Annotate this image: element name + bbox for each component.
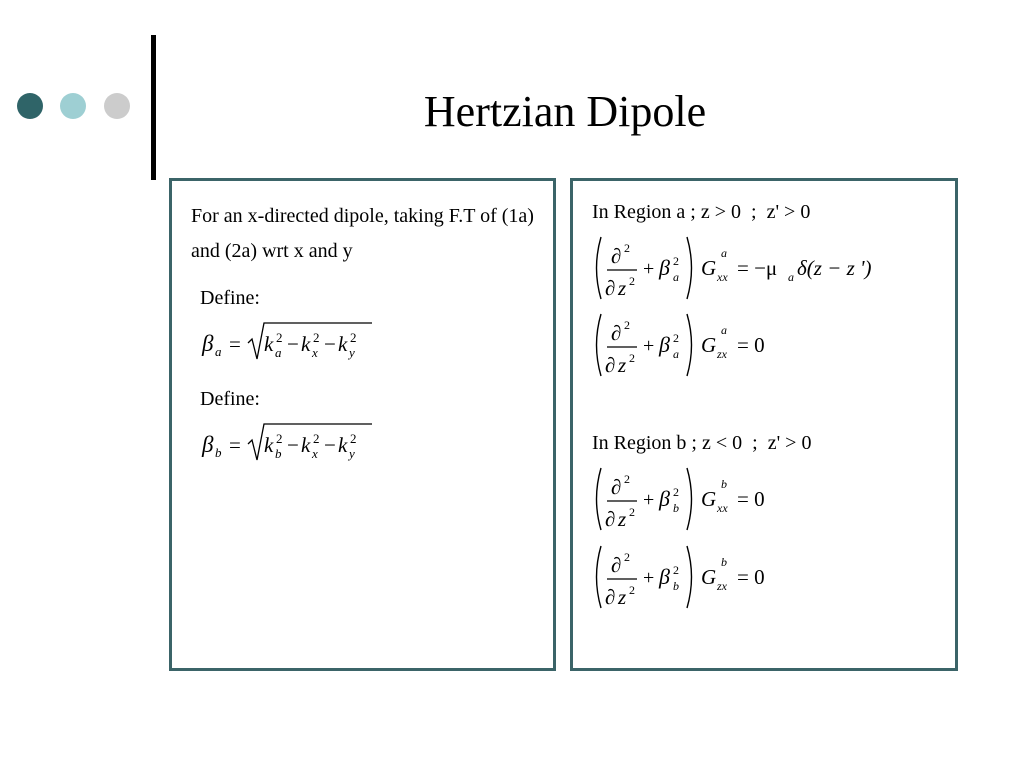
decor-dot-dark (17, 93, 43, 119)
eq-term: G (701, 256, 717, 280)
eq-term: ∂ (605, 353, 616, 377)
eq-term: − (324, 332, 336, 356)
eq-term: a (673, 270, 679, 284)
eq-term: k (301, 433, 311, 457)
define-label-2: Define: (200, 388, 260, 410)
equation-beta-a (200, 317, 380, 367)
eq-term: 2 (350, 330, 357, 345)
decor-dot-light (60, 93, 86, 119)
eq-beta-b-lhs-sub: b (215, 445, 222, 460)
eq-beta-b-lhs: β (202, 432, 214, 457)
eq-term: a (721, 323, 727, 337)
eq-term: x (312, 446, 318, 461)
define-label-1: Define: (200, 287, 260, 309)
eq-term: 2 (313, 431, 320, 446)
eq-term: ∂ (611, 244, 622, 268)
equation-region-b-zx (591, 542, 891, 614)
equation-region-b-xx (591, 464, 891, 536)
eq-term: 2 (624, 472, 630, 486)
eq-term: = −μ (737, 256, 778, 280)
eq-term: ∂ (611, 475, 622, 499)
eq-term: xx (717, 270, 728, 284)
eq-term: z (618, 585, 627, 609)
eq-term: a (721, 246, 727, 260)
eq-term: 2 (673, 254, 679, 268)
eq-term: 2 (624, 241, 630, 255)
eq-term: δ(z − z ') (797, 256, 872, 280)
eq-term: = 0 (737, 565, 765, 589)
eq-term: + (643, 567, 655, 589)
equation-beta-b (200, 418, 380, 468)
eq-term: 2 (629, 351, 635, 365)
equation-region-a-xx (591, 233, 891, 305)
intro-text: For an x-directed dipole, taking F.T of (1a) and (2a) wrt x and y (191, 205, 534, 262)
eq-term: 2 (673, 485, 679, 499)
eq-term: − (287, 433, 299, 457)
right-panel (570, 178, 958, 671)
eq-beta-a-lhs-sub: a (215, 344, 222, 359)
eq-term: x (312, 345, 318, 360)
eq-term: b (721, 477, 727, 491)
eq-term: = 0 (737, 333, 765, 357)
eq-term: 2 (624, 550, 630, 564)
eq-term: G (701, 333, 717, 357)
eq-term: G (701, 487, 717, 511)
eq-term: b (721, 555, 727, 569)
eq-term: a (788, 270, 794, 284)
left-panel (169, 178, 556, 671)
eq-term: ∂ (611, 321, 622, 345)
eq-term: a (673, 347, 679, 361)
eq-term: 2 (629, 274, 635, 288)
slide-title: Hertzian Dipole (423, 87, 707, 136)
eq-term: 2 (673, 563, 679, 577)
eq-term: G (701, 565, 717, 589)
eq-term: + (643, 489, 655, 511)
eq-term: y (349, 446, 355, 461)
eq-term: k (264, 433, 274, 457)
eq-term: 2 (313, 330, 320, 345)
eq-term: 2 (276, 330, 283, 345)
eq-term: + (643, 258, 655, 280)
eq-term: − (324, 433, 336, 457)
equation-region-a-zx (591, 310, 891, 382)
eq-term: ∂ (611, 553, 622, 577)
eq-term: 2 (624, 318, 630, 332)
eq-term: z (618, 507, 627, 531)
eq-term: ∂ (605, 507, 616, 531)
eq-beta-a-lhs: β (202, 331, 214, 356)
eq-term: β (659, 255, 670, 280)
region-b-label: In Region b ; z < 0 ; z' > 0 (592, 432, 812, 454)
eq-term: − (287, 332, 299, 356)
eq-term: β (659, 564, 670, 589)
eq-term: xx (717, 501, 728, 515)
eq-term: 2 (629, 583, 635, 597)
eq-term: k (264, 332, 274, 356)
region-a-label: In Region a ; z > 0 ; z' > 0 (592, 201, 811, 223)
eq-term: ∂ (605, 276, 616, 300)
eq-term: ∂ (605, 585, 616, 609)
eq-term: k (338, 433, 348, 457)
eq-term: zx (717, 347, 727, 361)
eq-term: β (659, 486, 670, 511)
eq-term: + (643, 335, 655, 357)
eq-term: = 0 (737, 487, 765, 511)
eq-term: zx (717, 579, 727, 593)
decor-vertical-bar (151, 35, 156, 180)
eq-term: k (338, 332, 348, 356)
eq-term: 2 (629, 505, 635, 519)
decor-dot-gray (104, 93, 130, 119)
eq-term: k (301, 332, 311, 356)
eq-beta-b-equals: = (229, 433, 241, 457)
eq-term: b (673, 501, 679, 515)
eq-beta-a-equals: = (229, 332, 241, 356)
eq-term: z (618, 276, 627, 300)
eq-term: 2 (276, 431, 283, 446)
eq-term: y (349, 345, 355, 360)
eq-term: b (275, 446, 282, 461)
eq-term: a (275, 345, 282, 360)
eq-term: z (618, 353, 627, 377)
eq-term: β (659, 332, 670, 357)
eq-term: 2 (350, 431, 357, 446)
eq-term: b (673, 579, 679, 593)
eq-term: 2 (673, 331, 679, 345)
